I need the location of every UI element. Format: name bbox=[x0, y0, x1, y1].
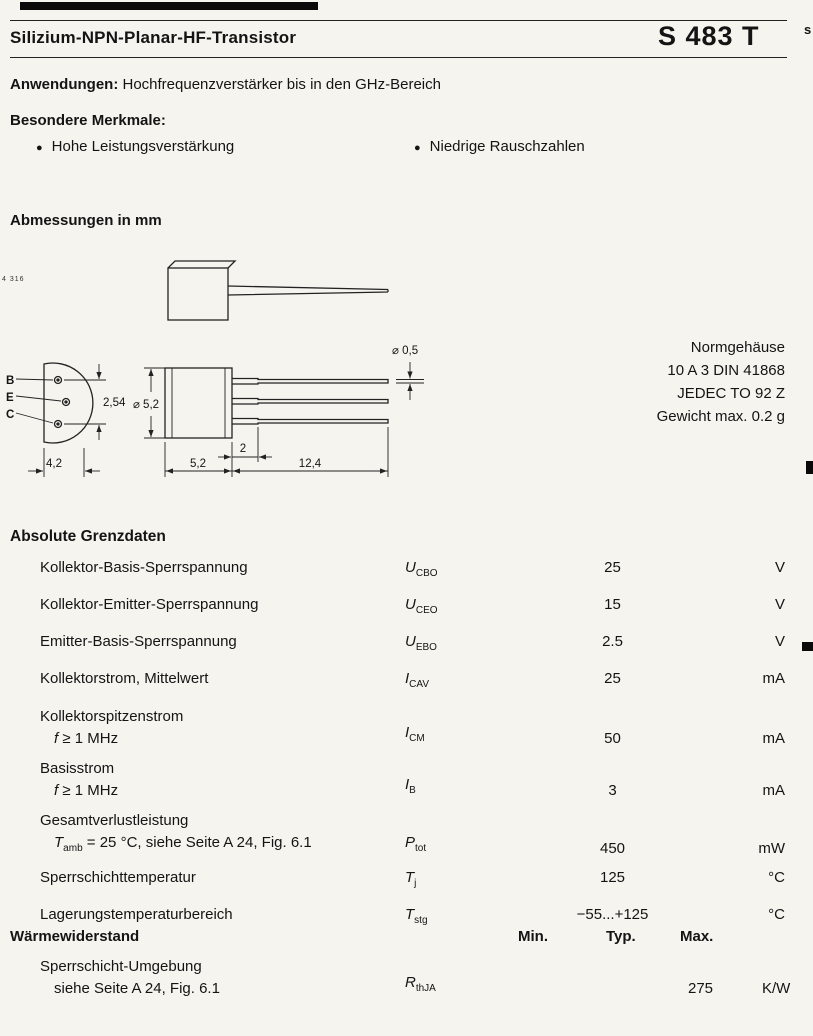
feature-item bbox=[414, 138, 585, 155]
param-label: Kollektorstrom, Mittelwert bbox=[40, 670, 209, 687]
param-label: Gesamtverlustleistung $T_{amb} = 25$ °C, siehe Seite A 24, Fig. 6.1 bbox=[40, 812, 312, 854]
header-rule-bottom bbox=[10, 57, 787, 58]
param-label: Sperrschichttemperatur bbox=[40, 869, 196, 886]
param-value: 3 bbox=[608, 782, 617, 799]
features-heading: Besondere Merkmale: bbox=[10, 112, 166, 129]
param-symbol: $R_{thJA}$ bbox=[405, 974, 436, 994]
param-value: 450 bbox=[599, 840, 626, 857]
applications-label: Anwendungen: bbox=[10, 76, 119, 93]
param-label: Sperrschicht-Umgebung siehe Seite A 24, Fig. 6.1 bbox=[40, 958, 220, 997]
top-registration-bar bbox=[20, 2, 318, 10]
lead-2 bbox=[232, 399, 388, 405]
print-code: 4 316 bbox=[2, 276, 25, 283]
param-symbol: $U_{EBO}$ bbox=[405, 633, 437, 653]
param-unit: V bbox=[774, 559, 785, 576]
limits-heading: Absolute Grenzdaten bbox=[10, 528, 166, 545]
dimensions-heading: Abmessungen in mm bbox=[10, 212, 162, 229]
profile-top-face bbox=[168, 261, 235, 268]
param-symbol: $I_{CAV}$ bbox=[405, 670, 429, 690]
thermal-header-row bbox=[10, 928, 785, 945]
param-label: Lagerungstemperaturbereich bbox=[40, 906, 233, 923]
param-value: 50 bbox=[604, 730, 621, 747]
dim-pitch: 2,54 bbox=[103, 397, 126, 409]
param-label: Kollektor-Emitter-Sperrspannung bbox=[40, 596, 259, 613]
param-symbol: $T_{stg}$ bbox=[405, 906, 428, 926]
pitch-extension-lines bbox=[64, 380, 106, 424]
thermal-max: 275 bbox=[688, 980, 714, 997]
table-row bbox=[40, 669, 785, 695]
param-unit: V bbox=[774, 596, 785, 613]
dim-dia: ⌀ 5,2 bbox=[132, 399, 160, 411]
table-row bbox=[40, 595, 785, 621]
pin-c-dot bbox=[57, 423, 59, 425]
features-list bbox=[36, 138, 585, 155]
param-label: Basisstrom f ≥ 1 MHz bbox=[40, 760, 119, 799]
front-body bbox=[165, 368, 232, 438]
param-label: Emitter-Basis-Sperrspannung bbox=[40, 633, 237, 650]
feature-label: Hohe Leistungsverstärkung bbox=[51, 138, 235, 155]
param-symbol: $P_{tot}$ bbox=[405, 834, 427, 854]
page-title: Silizium-NPN-Planar-HF-Transistor bbox=[10, 28, 297, 47]
param-symbol: $I_{CM}$ bbox=[405, 724, 425, 744]
thermal-row bbox=[40, 956, 791, 1000]
case-info-line: 10 A 3 DIN 41868 bbox=[667, 362, 785, 379]
pin-label-b: B bbox=[6, 375, 15, 387]
param-unit: °C bbox=[768, 906, 785, 923]
dim-lead-dia: ⌀ 0,5 bbox=[392, 345, 419, 357]
lead-1 bbox=[232, 379, 388, 385]
thermal-min bbox=[520, 956, 608, 1000]
front-body-inner-lines bbox=[172, 368, 225, 438]
edge-mark bbox=[806, 461, 813, 474]
param-unit: mA bbox=[762, 782, 785, 799]
pin-b-dot bbox=[57, 379, 59, 381]
pin-e-dot bbox=[65, 401, 67, 403]
applications-line bbox=[10, 76, 441, 93]
case-info-line: JEDEC TO 92 Z bbox=[677, 385, 785, 402]
pin-view-body bbox=[44, 363, 93, 443]
lead-3 bbox=[232, 419, 388, 425]
pin-leader-lines bbox=[16, 379, 61, 423]
feature-label: Niedrige Rauschzahlen bbox=[429, 138, 585, 155]
param-value: 25 bbox=[604, 670, 621, 687]
case-info-line: Gewicht max. 0.2 g bbox=[656, 408, 785, 425]
dim-body: 5,2 bbox=[190, 458, 206, 470]
param-symbol: $T_j$ bbox=[405, 869, 417, 889]
param-symbol: $I_B$ bbox=[405, 776, 416, 796]
table-row bbox=[40, 758, 785, 802]
bullet-icon: ● bbox=[414, 141, 421, 154]
pin-label-e: E bbox=[6, 392, 14, 404]
case-info-line: Normgehäuse bbox=[690, 339, 785, 356]
lead-dia-extension-lines bbox=[396, 380, 424, 384]
pin-label-c: C bbox=[6, 409, 15, 421]
param-value: 125 bbox=[599, 869, 626, 886]
limits-table bbox=[40, 558, 785, 942]
part-number: S 483 T bbox=[658, 21, 760, 51]
thermal-heading: Wärmewiderstand bbox=[10, 928, 140, 945]
table-row bbox=[40, 810, 785, 860]
param-value: 25 bbox=[604, 559, 621, 576]
feature-item bbox=[36, 138, 414, 155]
dim-width: 4,2 bbox=[46, 458, 62, 470]
param-unit: mA bbox=[762, 670, 785, 687]
param-unit: K/W bbox=[762, 980, 791, 997]
table-row bbox=[40, 632, 785, 658]
table-row bbox=[40, 558, 785, 584]
param-unit: mW bbox=[758, 840, 785, 857]
param-unit: V bbox=[774, 633, 785, 650]
param-symbol: $U_{CBO}$ bbox=[405, 559, 438, 579]
profile-body bbox=[168, 268, 228, 320]
table-row bbox=[40, 706, 785, 750]
dim-length: 12,4 bbox=[298, 458, 322, 470]
param-value: 2.5 bbox=[602, 633, 623, 650]
bullet-icon: ● bbox=[36, 141, 43, 154]
table-row bbox=[40, 868, 785, 894]
edge-mark bbox=[802, 642, 813, 651]
col-header-typ: Typ. bbox=[606, 928, 636, 945]
param-unit: mA bbox=[762, 730, 785, 747]
applications-text: Hochfrequenzverstärker bis in den GHz-Bereich bbox=[122, 76, 441, 93]
case-info-block bbox=[657, 336, 785, 428]
package-outline-drawing bbox=[0, 252, 600, 512]
dim-offset: 2 bbox=[239, 443, 247, 455]
profile-lead bbox=[228, 286, 388, 295]
param-label: Kollektorspitzenstrom f ≥ 1 MHz bbox=[40, 708, 184, 747]
col-header-min: Min. bbox=[518, 928, 548, 945]
thermal-typ bbox=[608, 956, 682, 1000]
col-header-max: Max. bbox=[680, 928, 714, 945]
param-value: −55...+125 bbox=[576, 906, 649, 923]
param-value: 15 bbox=[604, 596, 621, 613]
param-label: Kollektor-Basis-Sperrspannung bbox=[40, 559, 248, 576]
param-unit: °C bbox=[768, 869, 785, 886]
param-symbol: $U_{CEO}$ bbox=[405, 596, 438, 616]
page-corner-mark: s bbox=[804, 22, 812, 37]
